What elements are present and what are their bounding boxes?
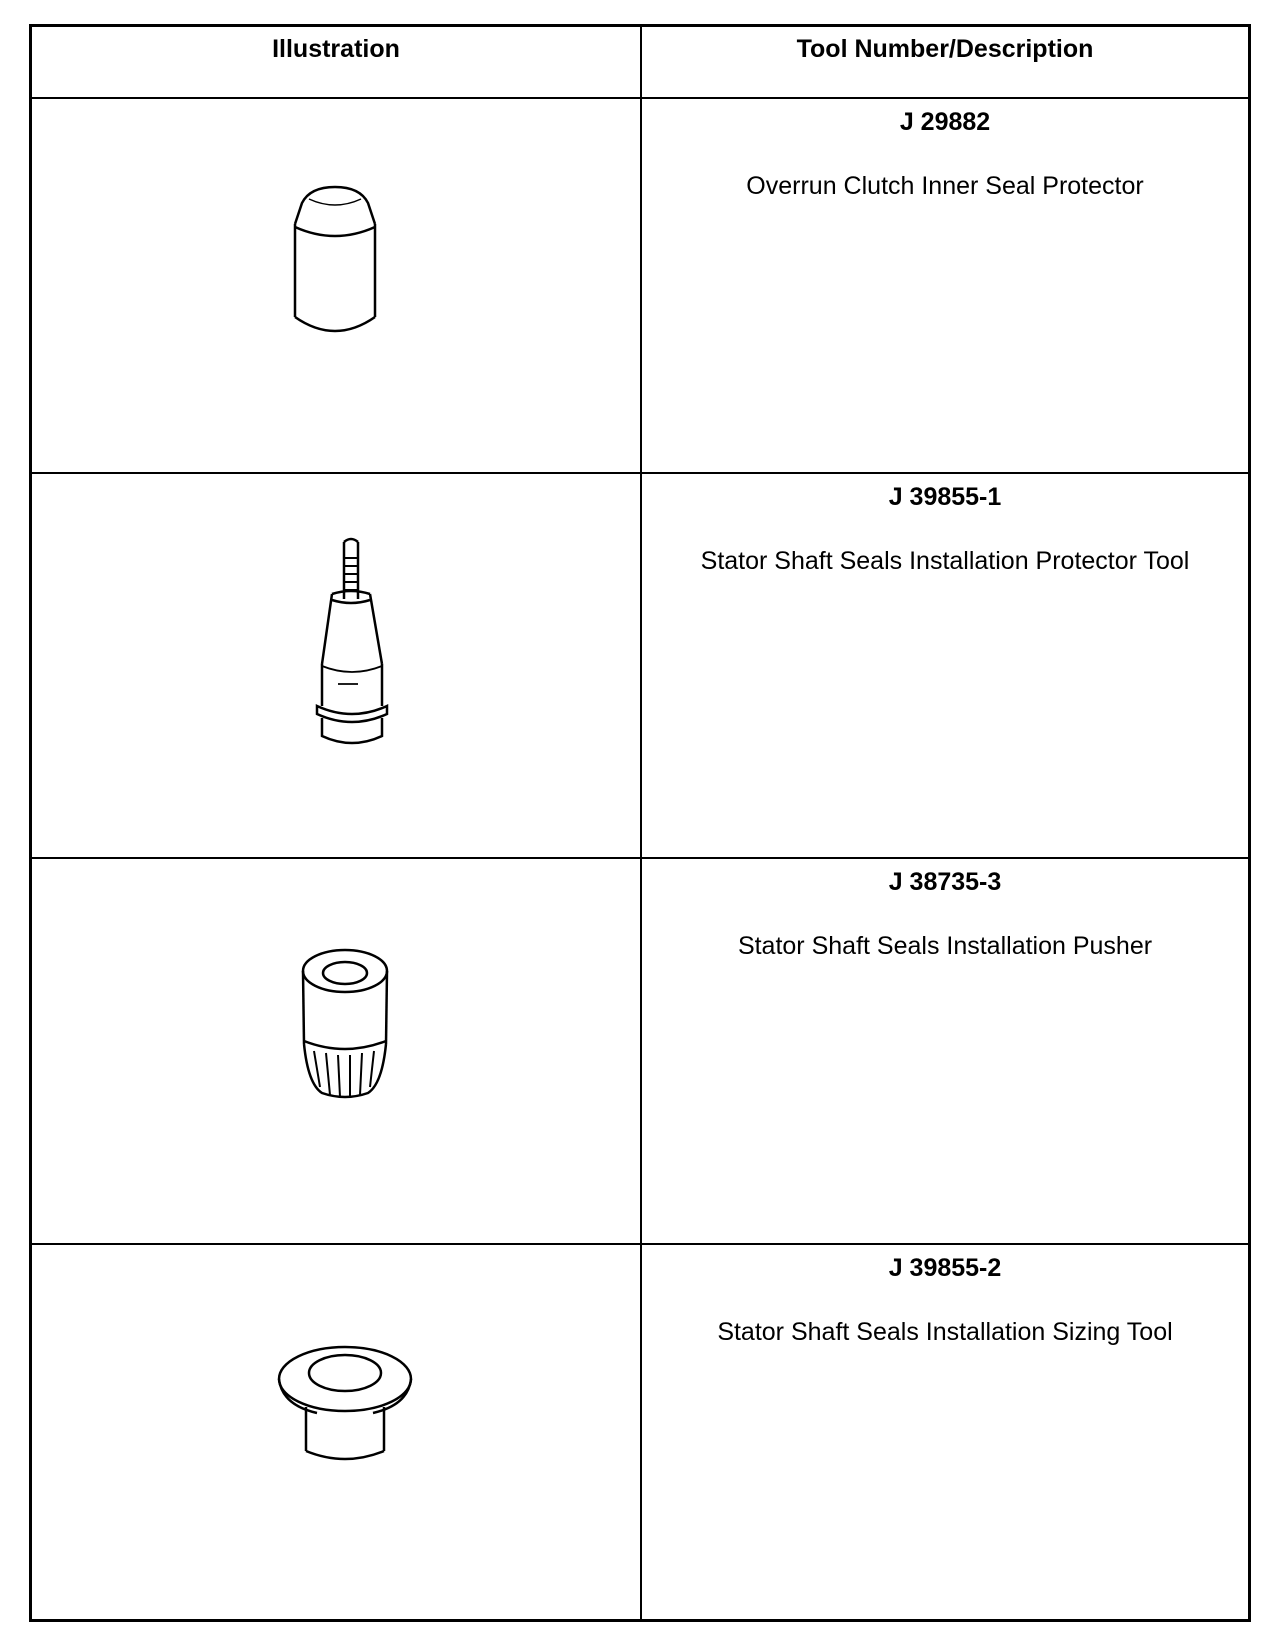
tool-description: Stator Shaft Seals Installation Protector Tool bbox=[700, 547, 1190, 575]
illustration-cell bbox=[32, 99, 642, 474]
tool-description-cell bbox=[642, 1245, 1248, 1619]
tool-table bbox=[29, 24, 1251, 1622]
tool-description-cell bbox=[642, 474, 1248, 859]
tool-description: Overrun Clutch Inner Seal Protector bbox=[746, 172, 1144, 200]
illustration-cell bbox=[32, 474, 642, 859]
tool-number: J 29882 bbox=[899, 108, 991, 136]
tool-number: J 39855-2 bbox=[888, 1254, 1002, 1282]
tool-number: J 39855-1 bbox=[888, 483, 1002, 511]
tool-description-cell bbox=[642, 859, 1248, 1245]
tool-number: J 38735-3 bbox=[888, 868, 1002, 896]
pusher-icon bbox=[32, 859, 640, 1243]
tool-description-cell bbox=[642, 99, 1248, 474]
illustration-cell bbox=[32, 1245, 642, 1619]
seal-protector-icon bbox=[32, 99, 640, 472]
illustration-cell bbox=[32, 859, 642, 1245]
header-illustration: Illustration bbox=[32, 27, 642, 99]
sizing-tool-icon bbox=[32, 1245, 640, 1625]
tool-description: Stator Shaft Seals Installation Sizing Tool bbox=[717, 1318, 1173, 1346]
protector-tool-icon bbox=[32, 474, 640, 857]
header-tool-number-description: Tool Number/Description bbox=[642, 27, 1248, 99]
tool-description: Stator Shaft Seals Installation Pusher bbox=[737, 932, 1153, 960]
